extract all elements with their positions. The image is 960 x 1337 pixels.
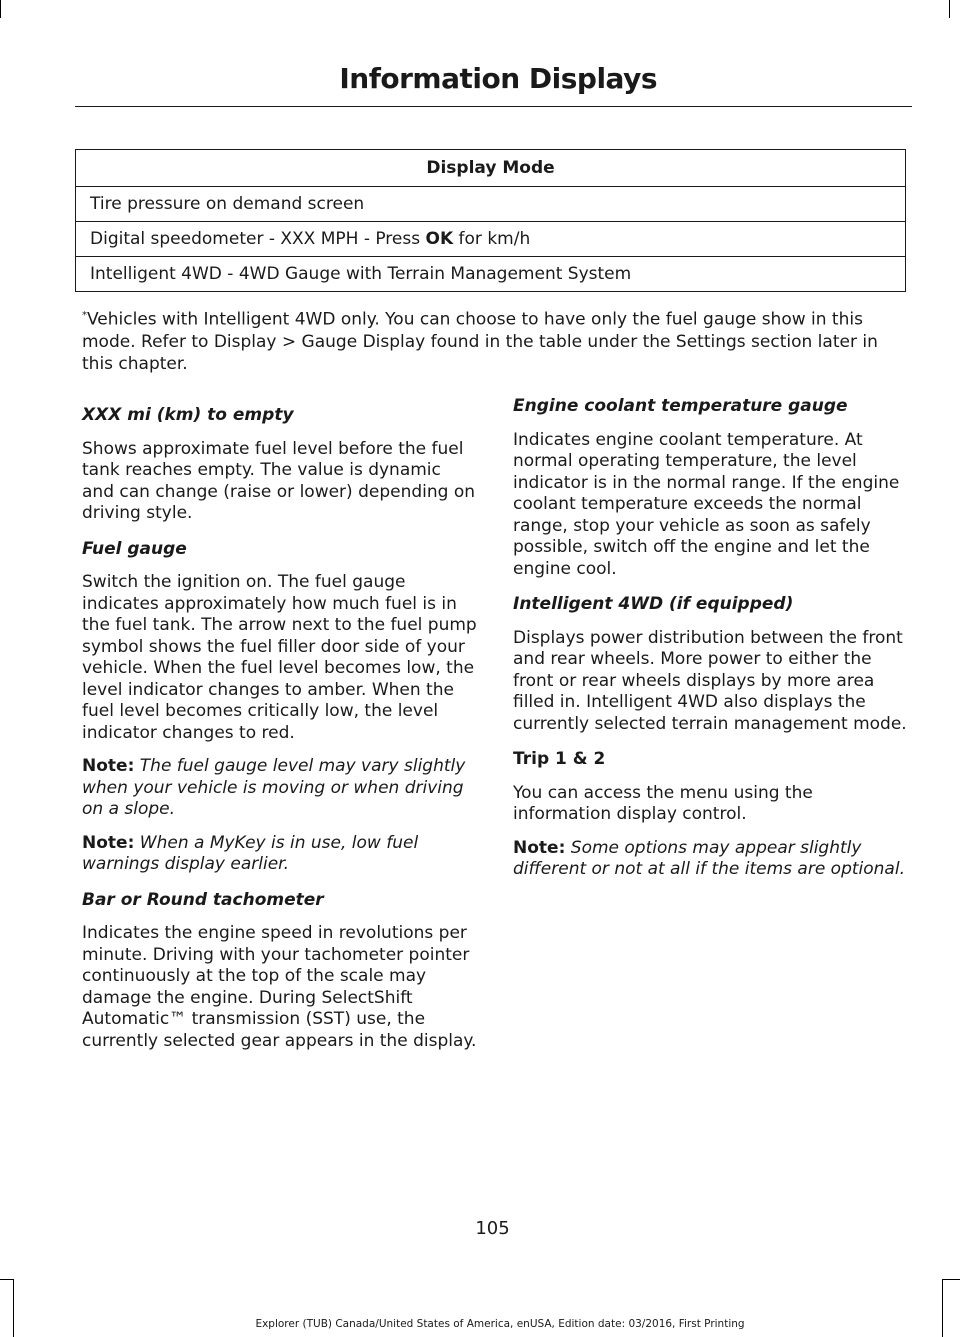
table-footnote xyxy=(82,305,908,375)
crop-mark-bottom-right-h xyxy=(942,1279,960,1280)
crop-mark-bottom-left-h xyxy=(0,1279,14,1280)
coolant-heading: Engine coolant temperature gauge xyxy=(513,396,848,416)
table-row xyxy=(76,222,906,257)
range-heading: XXX mi (km) to empty xyxy=(82,405,294,425)
tachometer-heading: Bar or Round tachometer xyxy=(82,889,324,910)
range-paragraph: Shows approximate fuel level before the fuel tank reaches empty. The value is dynamic and can change (raise or lower) depending on driving style. xyxy=(82,438,476,523)
right-column xyxy=(513,396,908,895)
table-cell xyxy=(76,222,906,257)
table-header-row xyxy=(76,150,906,187)
trip-heading: Trip 1 & 2 xyxy=(513,749,606,769)
tachometer-paragraph: Indicates the engine speed in revolutions per minute. Driving with your tachometer pointer continuously at the top of the scale may damage the engine. During SelectShift Automatic™ transmission (SST) use, the currently selected gear appears in the display. xyxy=(82,923,477,1051)
page-title: Information Displays xyxy=(339,62,657,95)
fuel-gauge-paragraph: Switch the ignition on. The fuel gauge indicates approximately how much fuel is in the fuel tank. The arrow next to the fuel pump symbol shows the fuel filler door side of your vehicle. When the fuel level becomes low, the level indicator changes to amber. When the fuel level becomes critically low, the level indicator changes to red. xyxy=(82,572,477,743)
fuel-gauge-heading: Fuel gauge xyxy=(82,538,187,559)
footer-edition: Explorer (TUB) Canada/United States of America, enUSA, Edition date: 03/2016, First Printing xyxy=(255,1318,745,1330)
intelligent-4wd-heading: Intelligent 4WD (if equipped) xyxy=(513,594,794,614)
note-label: Note: xyxy=(82,832,135,853)
crop-mark-top-left xyxy=(0,0,1,18)
table-cell: Tire pressure on demand screen xyxy=(76,187,906,222)
note-label: Note: xyxy=(513,837,566,858)
note-label: Note: xyxy=(82,756,135,776)
footnote-text: Vehicles with Intelligent 4WD only. You can choose to have only the fuel gauge show in this mode. Refer to Display > Gauge Display found in the table under the Settings section later in this chapter. xyxy=(82,309,878,374)
intelligent-4wd-paragraph: Displays power distribution between the front and rear wheels. More power to either the front or rear wheels displays by more area filled in. Intelligent 4WD also displays the currently selected terrain management mode. xyxy=(513,627,907,734)
table-cell: Intelligent 4WD - 4WD Gauge with Terrain Management System xyxy=(76,257,906,292)
page-number: 105 xyxy=(475,1218,510,1239)
cell-text: for km/h xyxy=(453,229,531,249)
display-mode-table xyxy=(75,149,906,292)
table-row xyxy=(76,187,906,222)
cell-text: Digital speedometer - XXX MPH - Press xyxy=(90,229,426,249)
crop-mark-top-right xyxy=(949,0,950,18)
note-text: The fuel gauge level may vary slightly when your vehicle is moving or when driving on a slope. xyxy=(82,756,466,819)
mykey-note xyxy=(82,833,477,876)
ok-button-label: OK xyxy=(425,229,454,249)
coolant-paragraph: Indicates engine coolant temperature. At normal operating temperature, the level indicator is in the normal range. If the engine coolant temperature exceeds the normal range, stop your vehicle as soon as safely possible, switch off the engine and let the engine cool. xyxy=(513,429,900,579)
trip-note xyxy=(513,838,908,881)
table-row xyxy=(76,257,906,292)
header-divider xyxy=(75,106,912,107)
trip-paragraph: You can access the menu using the information display control. xyxy=(513,782,813,824)
note-text: Some options may appear slightly different or not at all if the items are optional. xyxy=(513,837,905,879)
note-text: When a MyKey is in use, low fuel warnings display earlier. xyxy=(82,832,419,874)
fuel-gauge-note xyxy=(82,756,477,821)
left-column xyxy=(82,405,477,1066)
table-heading: Display Mode xyxy=(76,150,906,187)
footnote-marker: * xyxy=(82,310,87,321)
